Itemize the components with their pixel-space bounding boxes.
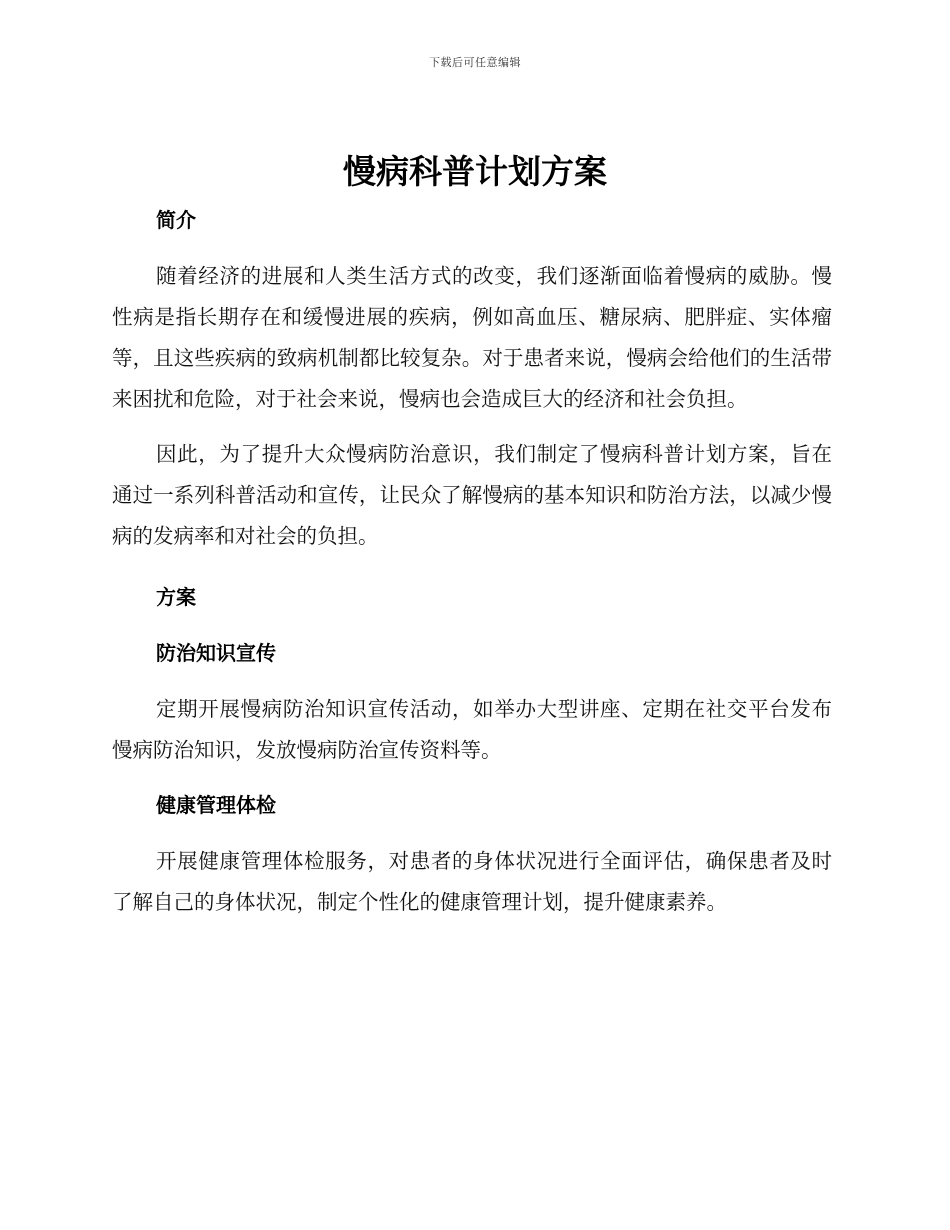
section-heading-plan: 方案 [156, 585, 196, 609]
intro-paragraph-2: 因此，为了提升大众慢病防治意识，我们制定了慢病科普计划方案，旨在通过一系列科普活动和宣传，让民众了解慢病的基本知识和防治方法，以减少慢病的发病率和对社会的负担。 [112, 442, 832, 548]
section-heading-intro: 简介 [156, 208, 196, 232]
document-title: 慢病科普计划方案 [343, 152, 607, 191]
document-body [112, 202, 832, 923]
knowledge-paragraph: 定期开展慢病防治知识宣传活动，如举办大型讲座、定期在社交平台发布慢病防治知识，发放慢病防治宣传资料等。 [112, 697, 832, 762]
header-note: 下载后可任意编辑 [429, 56, 521, 69]
section-heading-health: 健康管理体检 [156, 793, 276, 817]
intro-paragraph-1: 随着经济的进展和人类生活方式的改变，我们逐渐面临着慢病的威胁。慢性病是指长期存在和缓慢进展的疾病，例如高血压、糖尿病、肥胖症、实体瘤等，且这些疾病的致病机制都比较复杂。对于患者来说，慢病会给他们的生活带来困扰和危险，对于社会来说，慢病也会造成巨大的经济和社会负担。 [112, 264, 832, 411]
section-heading-knowledge: 防治知识宣传 [156, 641, 276, 665]
health-paragraph: 开展健康管理体检服务，对患者的身体状况进行全面评估，确保患者及时了解自己的身体状况，制定个性化的健康管理计划，提升健康素养。 [112, 849, 832, 914]
